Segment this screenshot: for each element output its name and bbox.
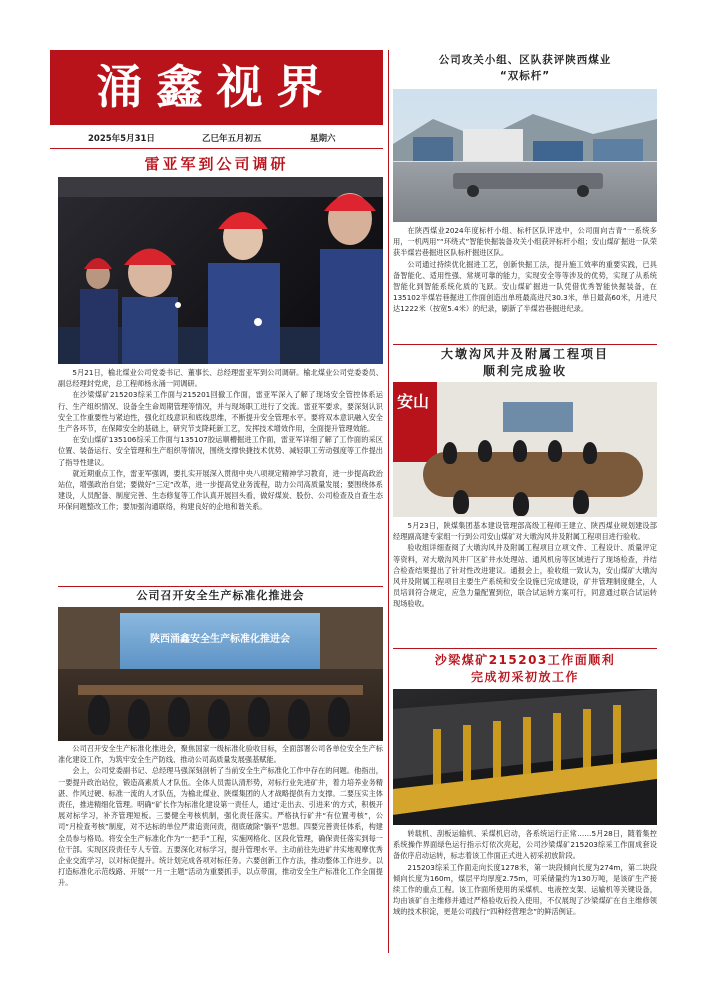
divider <box>393 344 657 345</box>
attendee <box>88 695 110 735</box>
headline-line: 顺利完成验收 <box>482 364 567 378</box>
wall-screen <box>503 402 573 432</box>
article3-photo <box>393 89 657 222</box>
paragraph: 5月23日，陕煤集团基本建设管理部高级工程师王建立、陕西煤业规划建设部经理副高建专家组一行到公司安山煤矿对大墩沟风井及附属工程项目进行验收。 <box>393 521 657 542</box>
article5-body <box>393 828 657 953</box>
attendee <box>288 699 310 739</box>
article5-headline <box>393 652 657 686</box>
article3-headline <box>393 52 657 86</box>
divider <box>393 648 657 649</box>
wall-sign-text: 安山 <box>397 392 430 411</box>
attendee <box>328 697 350 737</box>
headline-line: 大墩沟风井及附属工程项目 <box>440 347 609 361</box>
headline-line: 公司攻关小组、区队获评陕西煤业 <box>438 54 612 66</box>
meeting-screen <box>120 613 320 669</box>
dateline <box>50 128 383 148</box>
wall-sign <box>393 382 437 462</box>
longwall-illustration <box>393 689 657 825</box>
attendee <box>168 697 190 737</box>
conference-table <box>78 685 363 695</box>
attendee <box>548 440 562 462</box>
article4-body <box>393 520 657 646</box>
article1-body <box>58 367 383 589</box>
attendee <box>248 697 270 737</box>
miners-illustration <box>58 177 383 364</box>
headline-line: “双标杆” <box>499 70 551 82</box>
attendee <box>128 699 150 739</box>
paragraph: 在沙梁煤矿215203综采工作面与215201回撤工作面，雷亚军深入了解了现场安全管控体系运行、生产组织情况、设备全生命周期管理等情况，并与现场职工进行了交流。雷亚军要求，要深刻认识安全工作重要性与紧迫性，强化红线意识和底线思维，不断提升安全管理水平。要将双本意识融入安全生产各环节，在保障安全的基础上，研究节支降耗新工艺，发挥技术增效作用，全面提升管理效能。 <box>58 390 383 434</box>
paragraph: 公司召开安全生产标准化推进会，聚焦国家一级标准化验收目标，全面部署公司各单位安全生产标准化建设工作，为筑牢安全生产防线、推动公司高质量发展强基赋能。 <box>58 744 383 765</box>
attendee <box>443 442 457 464</box>
masthead <box>50 50 383 125</box>
paragraph: 转载机、刮板运输机、采煤机启动，各系统运行正常……5月28日，随着集控系统操作界面绿色运行指示灯依次亮起，公司沙梁煤矿215203综采工作面成套设备依序启动运转，标志着该工作面正式进入初采初放阶段。 <box>393 829 657 861</box>
divider <box>50 148 383 149</box>
attendee <box>453 490 469 514</box>
attendee <box>478 440 492 462</box>
paragraph: 在安山煤矿135106综采工作面与135107胶运顺槽掘进工作面，雷亚军详细了解了工作面的采区位置、装备运行、安全管理和生产组织等情况，围绕支撑快捷技术优势、减轻职工劳动强度等工作提出了指导性建议。 <box>58 435 383 467</box>
attendee <box>513 492 529 516</box>
article3-body <box>393 225 657 345</box>
attendee <box>583 442 597 464</box>
attendee <box>208 699 230 739</box>
headline-line: 完成初采初放工作 <box>470 670 579 684</box>
attendee <box>513 440 527 462</box>
article2-body <box>58 743 383 953</box>
article1-headline: 雷亚军到公司调研 <box>144 155 289 173</box>
lunar-date: 乙巳年五月初五 <box>202 134 262 144</box>
masthead-title: 涌鑫视界 <box>96 60 337 114</box>
article1-photo <box>58 177 383 364</box>
paragraph: 就近期重点工作，雷亚军强调，要扎实开展深入贯彻中央八项规定精神学习教育，进一步提高政治站位，增强政治自觉；要做好“三定”改革，进一步提高党业务流程，助力公司高质量发展；要围绕体系建设，人员配备、制度完善、生态修复等工作认真开展回头看，做好煤炭、股份、公司检查及自查生态环保问题整改工作；要加强沟通联络，构建良好的企地和谐关系。 <box>58 468 383 512</box>
paragraph: 会上，公司党委副书记、总经理马强深刻剖析了当前安全生产标准化工作中存在的问题。他指出，一要提升政治站位，锻造高素质人才队伍。全体人员需认清形势，对标行业先进矿井，着力培养业务精湛、作风过硬、标准一流的人才队伍，为榆北煤业、陕煤集团的人才战略提供有力支撑。二要压实主体责任，推进精细化管理。明确“矿长作为标准化建设第一责任人，通过‘走出去、引进来’的方式，积极开展对标学习，补齐管理短板。三要健全考核机制，强化责任落实。严格执行矿井“有位置考核”，公司“月检查考核”制度，对不达标的单位严肃追责问责，彻底破除“躺平”思想。四要完善责任体系，构建全员参与格局。将安全生产标准化作为“一把手”工程，实施网格化、区段化管理，确保责任落实到每一位干部。实现区段责任专人专管。五要深化对标学习，提升管理水平。主动前往先进矿井实地观摩优秀企业交流学习，以对标促提升。统计划完成各项对标任务。六要创新工作方法，推动整体工作进步。以打造标准化示范线路、开展“一月一主题”活动为重要抓手，以点带面，推动安全生产标准化工作全面提升。 <box>58 766 383 888</box>
article2-photo <box>58 607 383 741</box>
paragraph: 5月21日，榆北煤业公司党委书记、董事长、总经理雷亚军到公司调研。榆北煤业公司党委委员、副总经理封党虎，总工程师杨永涌一同调研。 <box>58 368 383 389</box>
article4-photo <box>393 382 657 517</box>
paragraph: 在陕西煤业2024年度标杆小组、标杆区队评选中，公司面向吉青“一系统多用，一机两用”“环绕式”智能快掘装备攻关小组获评标杆小组；安山煤矿掘进一队荣获半煤岩巷掘进区队标杆掘进区队。 <box>393 226 657 258</box>
paragraph: 215203综采工作面走向长度1278米，第一块段倾向长度为274m，第二块段倾向长度为160m，煤层平均厚度2.75m，可采储量约为130万吨，是该矿生产接续工作的重点工程。该工作面所使用的采煤机、电液控支架、运输机等关键设备，均由该矿自主维修并通过严格验收后投入使用，不仅展现了沙梁煤矿在自主维修领域的技术积淀，更是公司践行“四种经营理念”的鲜活例证。 <box>393 862 657 917</box>
paragraph: 验收组详细查阅了大墩沟风井及附属工程项目立项文件、工程设计、质量评定等资料，对大墩沟风井厂区矿井水处理站、通风机房等区域进行了现场检查，并结合检查结果提出了针对性改进建议。通报会上，验收组一致认为，安山煤矿大墩沟风井及附属工程项目主要生产系统和安全设施已完成建设，矿井管理制度健全，人员培训符合规定，应急力量配置到位，联合试运转方案可行，同意通过联合试运转现场验收。 <box>393 543 657 609</box>
article4-headline <box>393 346 657 380</box>
paragraph: 公司通过持续优化掘进工艺，创新快掘工法，提升施工效率的重要实践，已具备智能化、适用性强、常规可靠的能力，实现安全等等涉及的优势，实现了从系统智能化到智能系统化质的飞跃。安山煤矿掘进一队凭借优秀智能快掘装备，在135102半煤岩巷掘进工作面创造出单班最高进尺30.3米，单日最高60米，月进尺达1222米（按宽5.4米）的纪录，刷新了半煤岩巷掘进纪录。 <box>393 259 657 314</box>
article5-photo <box>393 689 657 825</box>
weekday: 星期六 <box>310 134 336 144</box>
divider <box>58 586 383 587</box>
column-divider <box>388 50 389 953</box>
attendee <box>573 490 589 514</box>
mine-site-illustration <box>393 89 657 222</box>
headline-line: 沙梁煤矿215203工作面顺利 <box>434 653 616 667</box>
article2-headline: 公司召开安全生产标准化推进会 <box>136 589 305 602</box>
issue-date: 2025年5月31日 <box>88 134 155 144</box>
screen-banner: 陕西涌鑫安全生产标准化推进会 <box>150 634 290 645</box>
